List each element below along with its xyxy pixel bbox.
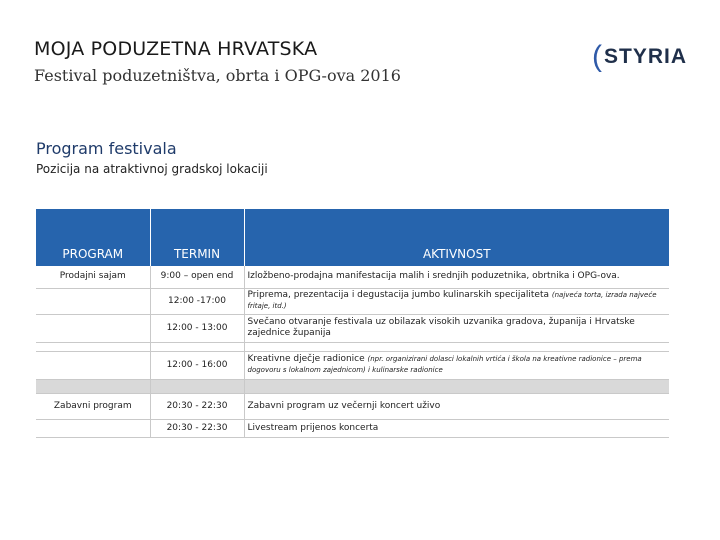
table-row bbox=[36, 351, 669, 379]
styria-logo bbox=[592, 42, 687, 72]
table-row bbox=[36, 266, 669, 288]
cell-termin: 20:30 - 22:30 bbox=[150, 419, 244, 437]
table-row bbox=[36, 314, 669, 342]
spacer-cell bbox=[150, 342, 244, 351]
cell-aktivnost: Zabavni program uz večernji koncert uživo bbox=[244, 393, 669, 419]
cell-aktivnost bbox=[244, 351, 669, 379]
table-row bbox=[36, 393, 669, 419]
cell-termin: 20:30 - 22:30 bbox=[150, 393, 244, 419]
section-title: Program festivala bbox=[36, 139, 177, 158]
cell-program: Prodajni sajam bbox=[36, 266, 150, 288]
section-subtitle: Pozicija na atraktivnoj gradskoj lokaciji bbox=[36, 162, 268, 176]
cell-aktivnost: Izložbeno-prodajna manifestacija malih i srednjih poduzetnika, obrtnika i OPG-ova. bbox=[244, 266, 669, 288]
brand-title: MOJA PODUZETNA HRVATSKA bbox=[34, 38, 318, 60]
cell-termin: 12:00 - 13:00 bbox=[150, 314, 244, 342]
activity-note: (npr. organizirani dolasci lokalnih vrtića i škola na kreativne radionice – prema dogovoru s lokalnom zajednicom) i kulinarske radionice bbox=[247, 355, 642, 374]
activity-note: (najveća torta, izrada najveće fritaje, itd.) bbox=[247, 291, 657, 310]
cell-termin: 9:00 – open end bbox=[150, 266, 244, 288]
separator-cell bbox=[36, 379, 150, 393]
table-spacer-row bbox=[36, 342, 669, 351]
spacer-cell bbox=[244, 342, 669, 351]
cell-termin: 12:00 -17:00 bbox=[150, 288, 244, 314]
cell-aktivnost: Livestream prijenos koncerta bbox=[244, 419, 669, 437]
separator-cell bbox=[244, 379, 669, 393]
table-row bbox=[36, 419, 669, 437]
cell-termin: 12:00 - 16:00 bbox=[150, 351, 244, 379]
table-separator-row bbox=[36, 379, 669, 393]
table-row bbox=[36, 288, 669, 314]
cell-aktivnost: Svečano otvaranje festivala uz obilazak visokih uzvanika gradova, županija i Hrvatske zajednice županija bbox=[244, 314, 669, 342]
cell-program: Zabavni program bbox=[36, 393, 150, 419]
brand-subtitle: Festival poduzetništva, obrta i OPG-ova 2016 bbox=[34, 66, 401, 85]
header-program: PROGRAM bbox=[36, 209, 150, 266]
activity-text: Kreativne dječje radionice bbox=[247, 354, 365, 364]
cell-program bbox=[36, 419, 150, 437]
cell-program bbox=[36, 314, 150, 342]
cell-program bbox=[36, 351, 150, 379]
cell-aktivnost bbox=[244, 288, 669, 314]
cell-program bbox=[36, 288, 150, 314]
header-aktivnost: AKTIVNOST bbox=[244, 209, 669, 266]
separator-cell bbox=[150, 379, 244, 393]
spacer-cell bbox=[36, 342, 150, 351]
activity-text: Priprema, prezentacija i degustacija jumbo kulinarskih specijaliteta bbox=[247, 290, 549, 300]
program-table bbox=[36, 209, 669, 438]
header-termin: TERMIN bbox=[150, 209, 244, 266]
logo-paren-icon: ( bbox=[592, 40, 603, 73]
logo-text: STYRIA bbox=[604, 45, 688, 68]
table-header-row bbox=[36, 209, 669, 266]
